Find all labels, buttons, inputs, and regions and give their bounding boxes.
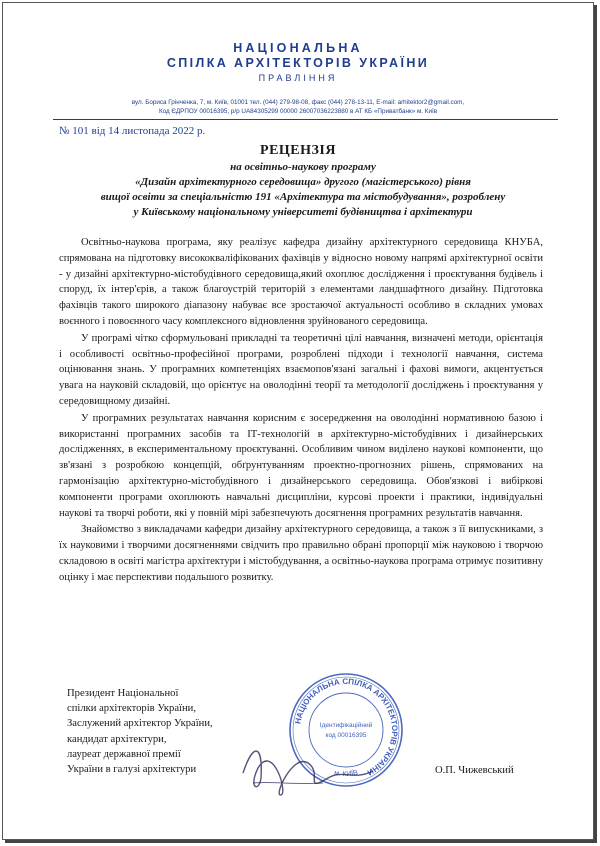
document-number: № 101 від 14 листопада 2022 р. xyxy=(59,125,206,137)
handwritten-signature-icon xyxy=(233,733,383,803)
paragraph: У програмних результатах навчання корисним є зосередження на оволодінні нормативною базою і використанні програмних засобів та ІТ-технологій в архітектурно-містобудівних і дизайнерських дослідженнях, в експериментальному проєктуванні. Особливим чином виділено наукові компоненти, що зв'язані з розробкою концепцій, обґрунтуванням проектно-прогнозних рішень, спрямованих на гармонізацію архітектурно-містобудівного і дизайнерського середовища. Обов'язкові і вибіркові компоненти програми охоплюють навчальні дисципліни, курсові проекти і практики, індивідуальні наукові та творчі роботи, які у повній мірі забезпечують досягнення програмних результатів навчання. xyxy=(59,412,543,519)
signature-block xyxy=(67,686,213,777)
paragraph: Знайомство з викладачами кафедри дизайну архітектурного середовища, а також з її випускниками, з їх науковими і творчими досягненнями свідчить про правильно обрані пропорції між науковою і творчою складовою в освіті магістра архітектури і містобудування, а освітньо-наукова програма отримує позитивну оцінку і має перспективи подальшого розвитку. xyxy=(59,524,543,583)
letterhead-line1: НАЦІОНАЛЬНА xyxy=(233,41,363,55)
stamp-city-text: м. КИЇВ xyxy=(333,769,359,779)
signer-title-line: Заслужений архітектор України, xyxy=(67,718,213,730)
signer-title-line: Президент Національної xyxy=(67,688,179,699)
signer-title-line: спілки архітекторів України, xyxy=(67,703,196,715)
subtitle-line: «Дизайн архітектурного середовища» другого (магістерського) рівня xyxy=(135,176,471,188)
subtitle-line: у Київському національному університеті будівництва і архітектури xyxy=(133,206,473,218)
paragraph: Освітньо-наукова програма, яку реалізує кафедра дизайну архітектурного середовища КНУБА, спрямована на підготовку висококваліфікованих фахівців у відносно новому напрямі архітектурної освіти - у дизайні архітектурно-містобудівного середовища,який охоплює дослідження і проєктування будівель і споруд, їх інтер'єрів, а також благоустрій територій з елементами ландшафтного дизайну. Підготовка фахівців такого широкого діапазону набуває все зростаючої актуальності особливо в складних умовах воєнного і повоєнного часу комплексного відновлення зруйнованого середовища. xyxy=(59,237,543,327)
signer-title-line: України в галузі архітектури xyxy=(67,764,197,776)
address-line2: Код ЄДРПОУ 00016395, р/р UA84305299 00000 26007036223880 в АТ КБ «Приватбанк» м. Київ xyxy=(158,108,438,115)
letterhead-divider xyxy=(53,119,558,120)
signer-title-line: лауреат державної премії xyxy=(67,748,181,760)
letterhead-line2: СПІЛКА АРХІТЕКТОРІВ УКРАЇНИ xyxy=(166,56,430,70)
subtitle-line: вищої освіти за спеціальністю 191 «Архітектура та містобудування», розроблену xyxy=(100,191,506,203)
subtitle-line: на освітньо-наукову програму xyxy=(230,161,376,173)
stamp-ring-text: НАЦІОНАЛЬНА СПІЛКА АРХІТЕКТОРІВ УКРАЇНИ xyxy=(293,676,400,778)
document-page xyxy=(2,2,594,840)
signer-name: О.П. Чижевський xyxy=(435,765,514,776)
stamp-id-label: Ідентифікаційний xyxy=(319,722,373,729)
address-line1: вул. Бориса Грінченка, 7, м. Київ, 01001 тел. (044) 279-98-08, факс (044) 278-13-11, E-mail: arhitektor2@gmail.com, xyxy=(131,99,465,106)
letterhead-line3: ПРАВЛІННЯ xyxy=(258,73,338,83)
signer-title-line: кандидат архітектури, xyxy=(67,733,167,745)
document-title: РЕЦЕНЗІЯ xyxy=(260,143,336,158)
review-body xyxy=(59,235,543,587)
stamp-id-code: код 00016395 xyxy=(325,732,367,739)
paragraph: У програмі чітко сформульовані прикладні та теоретичні цілі навчання, визначені методи, орієнтація і особливості освітньо-професійної програми, розроблені підходи і технології навчання, система оцінювання знань. У програмних компетенціях взаємопов'язані загальні і фахові вимоги, акцентується увага на науковій складовій, що орієнтує на оволодінні теорії та методології досліджень і проєктування у середовищному дизайні. xyxy=(59,332,543,407)
